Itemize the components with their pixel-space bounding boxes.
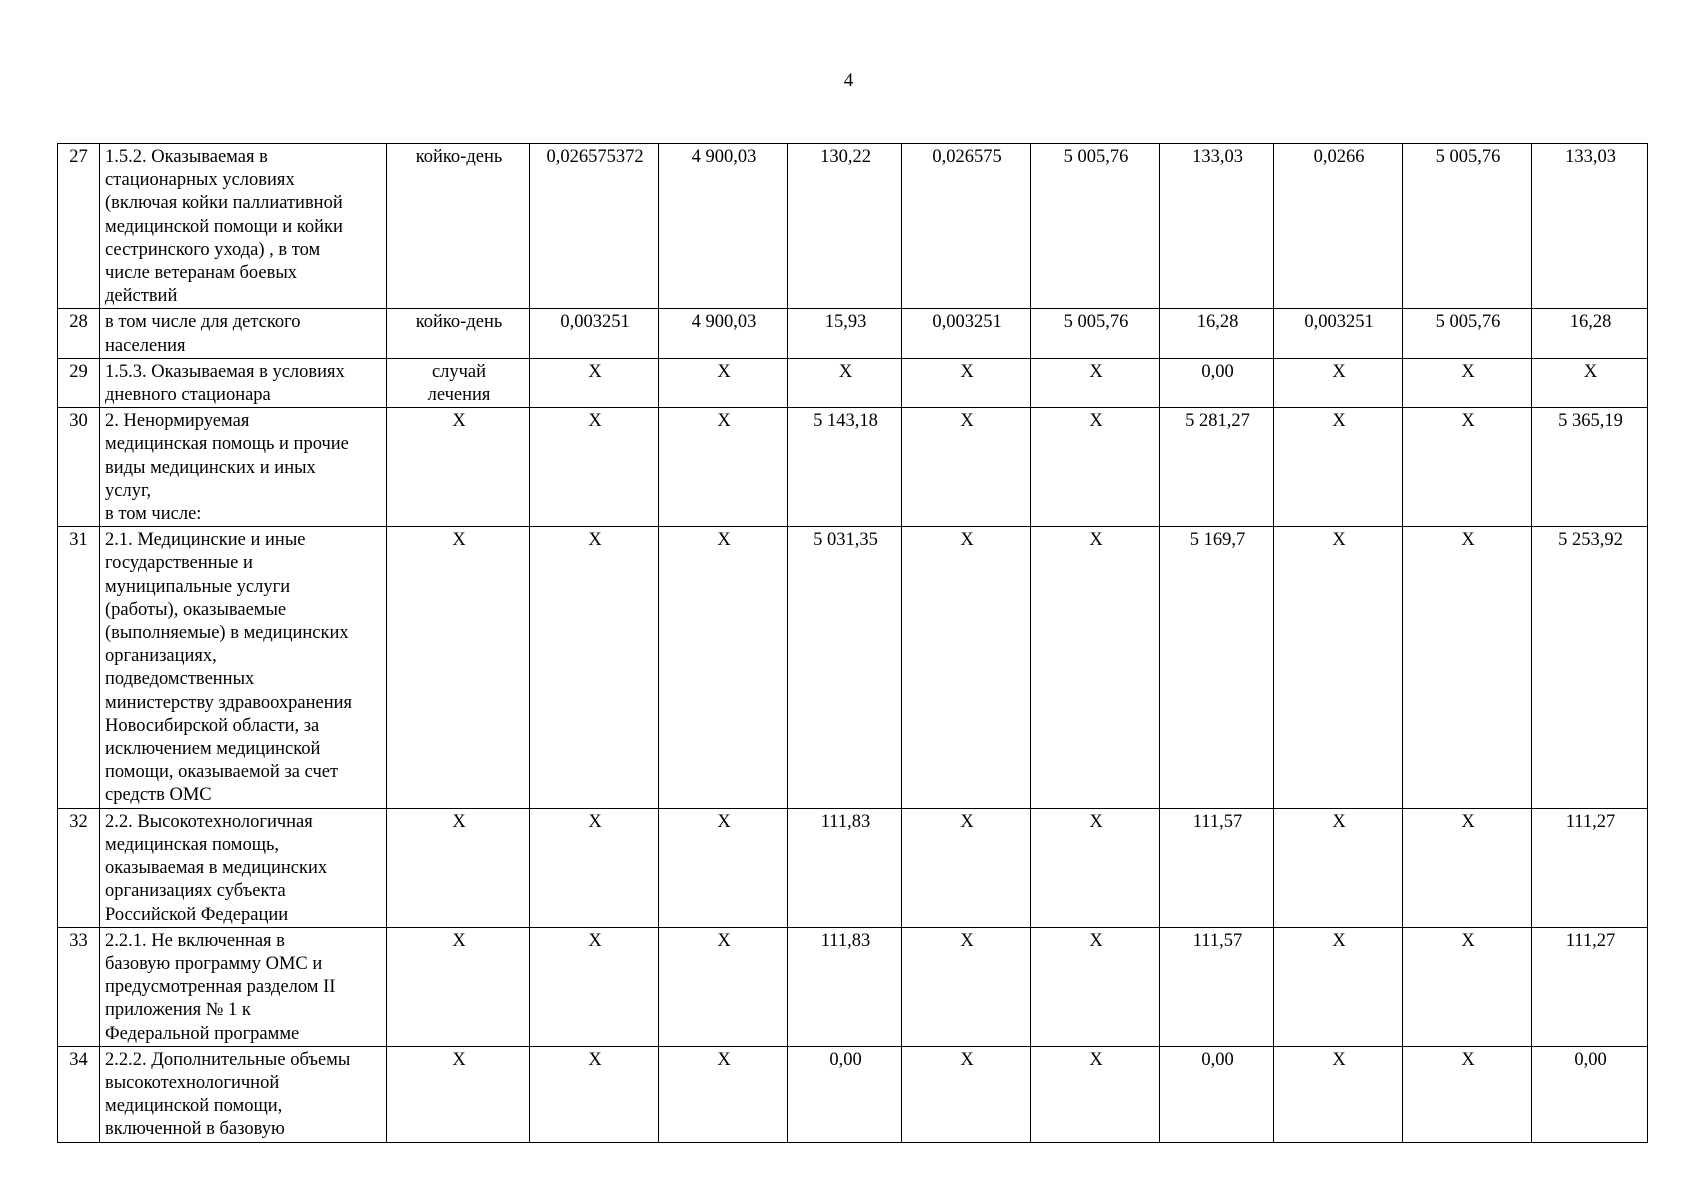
- row-value-6: 0,00: [1160, 1046, 1274, 1142]
- row-value-4: X: [902, 358, 1031, 407]
- row-value-7: 0,0266: [1274, 144, 1403, 309]
- row-value-8: X: [1403, 527, 1532, 808]
- row-name: в том числе для детского населения: [100, 309, 387, 358]
- row-value-1: 0,003251: [530, 309, 659, 358]
- row-value-6: 16,28: [1160, 309, 1274, 358]
- row-value-3: 0,00: [788, 1046, 902, 1142]
- row-value-2: X: [659, 527, 788, 808]
- row-unit: X: [387, 808, 530, 927]
- row-value-6: 133,03: [1160, 144, 1274, 309]
- table-row: [58, 408, 1648, 527]
- row-value-5: X: [1031, 408, 1160, 527]
- row-value-5: 5 005,76: [1031, 144, 1160, 309]
- row-unit: случай лечения: [387, 358, 530, 407]
- row-name: 1.5.2. Оказываемая в стационарных условиях (включая койки паллиативной медицинской помощи и койки сестринского ухода) , в том числе ветеранам боевых действий: [100, 144, 387, 309]
- row-value-2: X: [659, 358, 788, 407]
- row-value-1: X: [530, 927, 659, 1046]
- row-value-9: 133,03: [1532, 144, 1648, 309]
- row-value-4: X: [902, 927, 1031, 1046]
- row-number: 28: [58, 309, 100, 358]
- row-value-8: X: [1403, 1046, 1532, 1142]
- data-table: [57, 143, 1648, 1143]
- row-value-2: 4 900,03: [659, 309, 788, 358]
- row-number: 27: [58, 144, 100, 309]
- row-number: 32: [58, 808, 100, 927]
- row-value-6: 111,57: [1160, 927, 1274, 1046]
- row-value-3: 5 143,18: [788, 408, 902, 527]
- row-value-1: X: [530, 808, 659, 927]
- row-unit: койко-день: [387, 144, 530, 309]
- row-value-1: X: [530, 1046, 659, 1142]
- table-row: [58, 144, 1648, 309]
- row-value-3: X: [788, 358, 902, 407]
- row-name: 1.5.3. Оказываемая в условиях дневного стационара: [100, 358, 387, 407]
- row-value-9: 111,27: [1532, 808, 1648, 927]
- row-value-3: 111,83: [788, 927, 902, 1046]
- row-value-7: X: [1274, 358, 1403, 407]
- row-value-7: X: [1274, 408, 1403, 527]
- row-value-5: 5 005,76: [1031, 309, 1160, 358]
- row-name: 2. Ненормируемая медицинская помощь и прочие виды медицинских и иных услуг, в том числе:: [100, 408, 387, 527]
- table-row: [58, 358, 1648, 407]
- row-value-4: X: [902, 808, 1031, 927]
- row-value-5: X: [1031, 927, 1160, 1046]
- row-number: 33: [58, 927, 100, 1046]
- row-unit: X: [387, 408, 530, 527]
- row-value-2: X: [659, 927, 788, 1046]
- row-value-3: 15,93: [788, 309, 902, 358]
- row-value-6: 0,00: [1160, 358, 1274, 407]
- table-row: [58, 1046, 1648, 1142]
- row-name: 2.1. Медицинские и иные государственные и муниципальные услуги (работы), оказываемые (выполняемые) в медицинских организациях, подведомственных министерству здравоохранения Новосибирской области, за исключением медицинской помощи, оказываемой за счет средств ОМС: [100, 527, 387, 808]
- row-value-8: 5 005,76: [1403, 309, 1532, 358]
- row-number: 30: [58, 408, 100, 527]
- row-value-3: 5 031,35: [788, 527, 902, 808]
- row-value-5: X: [1031, 358, 1160, 407]
- page-number: 4: [843, 70, 854, 91]
- row-value-8: X: [1403, 927, 1532, 1046]
- row-value-5: X: [1031, 1046, 1160, 1142]
- row-value-9: 0,00: [1532, 1046, 1648, 1142]
- row-value-9: 111,27: [1532, 927, 1648, 1046]
- row-unit: X: [387, 527, 530, 808]
- table-row: [58, 309, 1648, 358]
- row-value-8: X: [1403, 358, 1532, 407]
- row-value-4: X: [902, 408, 1031, 527]
- row-value-1: X: [530, 408, 659, 527]
- row-value-7: X: [1274, 927, 1403, 1046]
- row-name: 2.2.1. Не включенная в базовую программу ОМС и предусмотренная разделом II приложения № 1 к Федеральной программе: [100, 927, 387, 1046]
- row-value-1: X: [530, 527, 659, 808]
- row-value-7: X: [1274, 527, 1403, 808]
- row-value-3: 111,83: [788, 808, 902, 927]
- row-value-1: 0,026575372: [530, 144, 659, 309]
- row-number: 29: [58, 358, 100, 407]
- row-number: 31: [58, 527, 100, 808]
- row-value-5: X: [1031, 808, 1160, 927]
- row-value-2: 4 900,03: [659, 144, 788, 309]
- row-unit: койко-день: [387, 309, 530, 358]
- row-value-2: X: [659, 1046, 788, 1142]
- row-number: 34: [58, 1046, 100, 1142]
- table-row: [58, 527, 1648, 808]
- row-value-3: 130,22: [788, 144, 902, 309]
- row-value-7: 0,003251: [1274, 309, 1403, 358]
- row-value-8: 5 005,76: [1403, 144, 1532, 309]
- row-name: 2.2.2. Дополнительные объемы высокотехнологичной медицинской помощи, включенной в базовую: [100, 1046, 387, 1142]
- row-unit: X: [387, 927, 530, 1046]
- row-value-1: X: [530, 358, 659, 407]
- row-value-8: X: [1403, 808, 1532, 927]
- table-row: [58, 927, 1648, 1046]
- row-value-4: 0,026575: [902, 144, 1031, 309]
- row-value-4: X: [902, 1046, 1031, 1142]
- row-value-4: X: [902, 527, 1031, 808]
- row-value-6: 5 281,27: [1160, 408, 1274, 527]
- row-unit: X: [387, 1046, 530, 1142]
- row-value-9: X: [1532, 358, 1648, 407]
- row-value-8: X: [1403, 408, 1532, 527]
- row-value-2: X: [659, 808, 788, 927]
- table-row: [58, 808, 1648, 927]
- row-value-9: 5 365,19: [1532, 408, 1648, 527]
- row-name: 2.2. Высокотехнологичная медицинская помощь, оказываемая в медицинских организациях субъекта Российской Федерации: [100, 808, 387, 927]
- row-value-2: X: [659, 408, 788, 527]
- row-value-9: 5 253,92: [1532, 527, 1648, 808]
- row-value-4: 0,003251: [902, 309, 1031, 358]
- row-value-6: 5 169,7: [1160, 527, 1274, 808]
- row-value-6: 111,57: [1160, 808, 1274, 927]
- row-value-7: X: [1274, 808, 1403, 927]
- row-value-7: X: [1274, 1046, 1403, 1142]
- row-value-5: X: [1031, 527, 1160, 808]
- row-value-9: 16,28: [1532, 309, 1648, 358]
